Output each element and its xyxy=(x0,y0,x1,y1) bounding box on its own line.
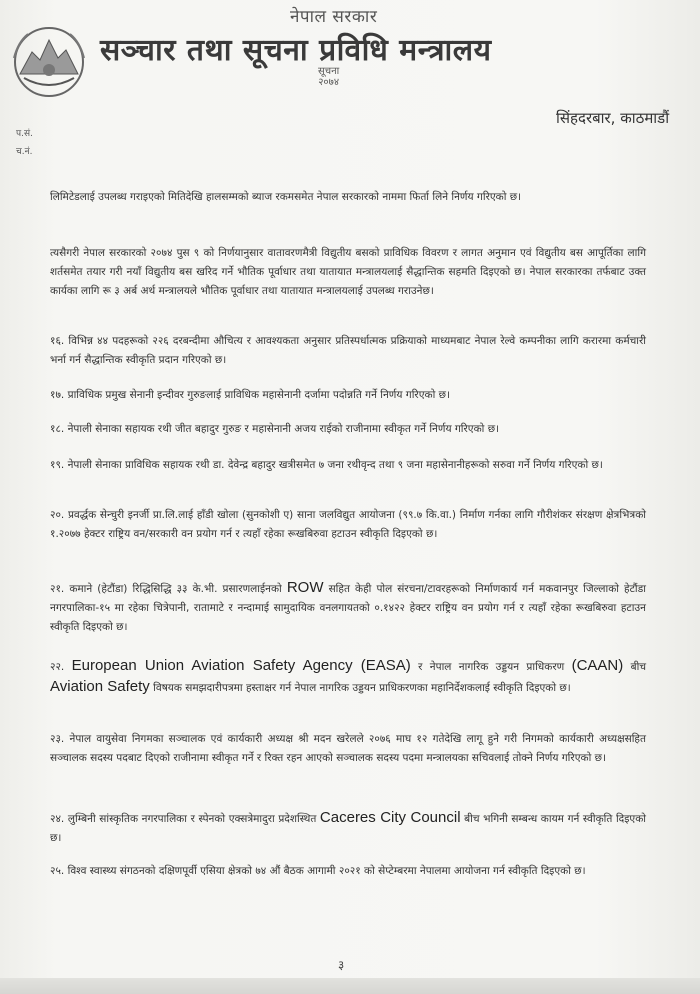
paragraph-19: १९. नेपाली सेनाका प्राविधिक सहायक रथी डा. देवेन्द्र बहादुर खत्रीसमेत ७ जना रथीवृन्द तथा ९ जना महासेनानीहरूको सरुवा गर्ने निर्णय गरिएको छ। xyxy=(50,459,603,471)
paragraph-20: २०. प्रवर्द्धक सेन्चुरी इनर्जी प्रा.लि.लाई हाँडी खोला (सुनकोशी ए) साना जलविद्युत आयोजना (९९.७ कि.वा.) निर्माण गर्नका लागि गौरीशंकर संरक्षण क्षेत्रभित्रको १.२०७७ हेक्टर राष्ट्रिय वन/सरकारी वन प्रयोग गर्न र त्यहाँ रहेका रूखबिरुवा हटाउन स्वीकृति दिइएको छ। xyxy=(50,509,646,540)
caan-abbr: (CAAN) xyxy=(571,657,624,674)
paragraph-23: २३. नेपाल वायुसेवा निगमका सञ्चालक एवं कार्यकारी अध्यक्ष श्री मदन खरेलले २०७६ माघ १२ गतेदेखि लागू हुने गरी निगमको कार्यकारी अध्यक्षसहित सञ्चालक सदस्य पदबाट दिएको राजीनामा स्वीकृत गर्ने र रिक्त रहन आएको सञ्चालक सदस्य पदमा मन्त्रालयका सचिवलाई तोक्ने निर्णय गरिएको छ। xyxy=(50,733,646,764)
dispatch-number-label: च.नं. xyxy=(16,147,33,157)
paragraph-continuation-1: लिमिटेडलाई उपलब्ध गराइएको मितिदेखि हालसम्मको ब्याज रकमसमेत नेपाल सरकारको नाममा फिर्ता लिने निर्णय गरिएको छ। xyxy=(50,191,522,203)
reference-number-label: प.सं. xyxy=(16,129,33,139)
stamp-line-1: सूचना xyxy=(318,66,340,77)
nepal-emblem-icon xyxy=(10,22,88,100)
easa-name: European Union Aviation Safety Agency (EASA) xyxy=(71,657,411,674)
paragraph-21-text-b: सहित केही पोल संरचना/टावरहरूको निर्माणकार्य गर्न मकवानपुर जिल्लाको हेटौंडा नगरपालिका-१५ मा रहेका चित्रेपानी, रातामाटे र नन्दामाई सामुदायिक वनलगायतको ०.१४२२ हेक्टर राष्ट्रिय वन प्रयोग गर्न र त्यहाँ रहेका रूखबिरुवा हटाउन स्वीकृति दिइएको छ। xyxy=(50,583,646,633)
stamp-text xyxy=(318,66,339,88)
page-number: ३ xyxy=(338,958,345,972)
paragraph-17: १७. प्राविधिक प्रमुख सेनानी इन्दीवर गुरुङलाई प्राविधिक महासेनानी दर्जामा पदोन्नति गर्ने निर्णय गरिएको छ। xyxy=(50,389,450,401)
paragraph-21-text-a: २१. कमाने (हेटौंडा) रिद्धिसिद्धि ३३ के.भी. प्रसारणलाईनको xyxy=(50,583,287,595)
row-term: ROW xyxy=(286,579,324,596)
paragraph-24 xyxy=(50,808,646,848)
paragraph-21 xyxy=(50,578,646,637)
page-bottom-edge xyxy=(0,978,700,994)
aviation-safety-term: Aviation Safety xyxy=(50,678,150,695)
paragraph-22 xyxy=(50,656,646,698)
paragraph-16: १६. विभिन्न ४४ पदहरूको २२६ दरबन्दीमा औचित्य र आवश्यकता अनुसार प्रतिस्पर्धात्मक प्रक्रियाको माध्यमबाट नेपाल रेल्वे कम्पनीका लागि करारमा कर्मचारी भर्ना गर्न सैद्धान्तिक स्वीकृति प्रदान गरिएको छ। xyxy=(50,335,646,366)
paragraph-22-text-c: बीच xyxy=(623,661,646,673)
paragraph-24-text-b: बीच भगिनी सम्बन्ध कायम गर्न स्वीकृति दिइएको छ। xyxy=(50,813,646,844)
paragraph-24-text-a: २४. लुम्बिनी सांस्कृतिक नगरपालिका र स्पेनको एक्सत्रेमादुरा प्रदेशस्थित xyxy=(50,813,320,825)
ministry-title: सञ्चार तथा सूचना प्रविधि मन्त्रालय xyxy=(100,33,492,68)
caceres-council-name: Caceres City Council xyxy=(319,809,461,826)
paragraph-22-text-a: २२. xyxy=(50,661,72,673)
government-name: नेपाल सरकार xyxy=(290,7,378,27)
paragraph-25: २५. विश्व स्वास्थ्य संगठनको दक्षिणपूर्वी एसिया क्षेत्रको ७४ औं बैठक आगामी २०२१ को सेप्टेम्बरमा नेपालमा आयोजना गर्न स्वीकृति दिइएको छ। xyxy=(50,865,586,877)
paragraph-18: १८. नेपाली सेनाका सहायक रथी जीत बहादुर गुरुङ र महासेनानी अजय राईको राजीनामा स्वीकृत गर्ने निर्णय गरिएको छ। xyxy=(50,423,500,435)
paragraph-continuation-2: त्यसैगरी नेपाल सरकारको २०७४ पुस ९ को निर्णयानुसार वातावरणमैत्री विद्युतीय बसको प्राविधिक विवरण र लागत अनुमान एवं विद्युतीय बस आपूर्तिका लागि शर्तसमेत तयार गरी नयाँ विद्युतीय बस खरिद गर्ने भौतिक पूर्वाधार तथा यातायात मन्त्रालयलाई सैद्धान्तिक सहमति दिइएको छ। नेपाल सरकारका तर्फबाट उक्त कार्यका लागि रू ३ अर्ब अर्थ मन्त्रालयले भौतिक पूर्वाधार तथा यातायात मन्त्रालयलाई उपलब्ध गराउनेछ। xyxy=(50,247,646,297)
paragraph-22-text-d: विषयक समझदारीपत्रमा हस्ताक्षर गर्न नेपाल नागरिक उड्डयन प्राधिकरणका महानिर्देशकलाई स्वीकृति दिइएको छ। xyxy=(149,682,571,694)
paragraph-22-text-b: र नेपाल नागरिक उड्डयन प्राधिकरण xyxy=(410,661,572,673)
stamp-line-2: २०७४ xyxy=(318,77,340,88)
office-location: सिंहदरबार, काठमाडौं xyxy=(556,109,670,127)
